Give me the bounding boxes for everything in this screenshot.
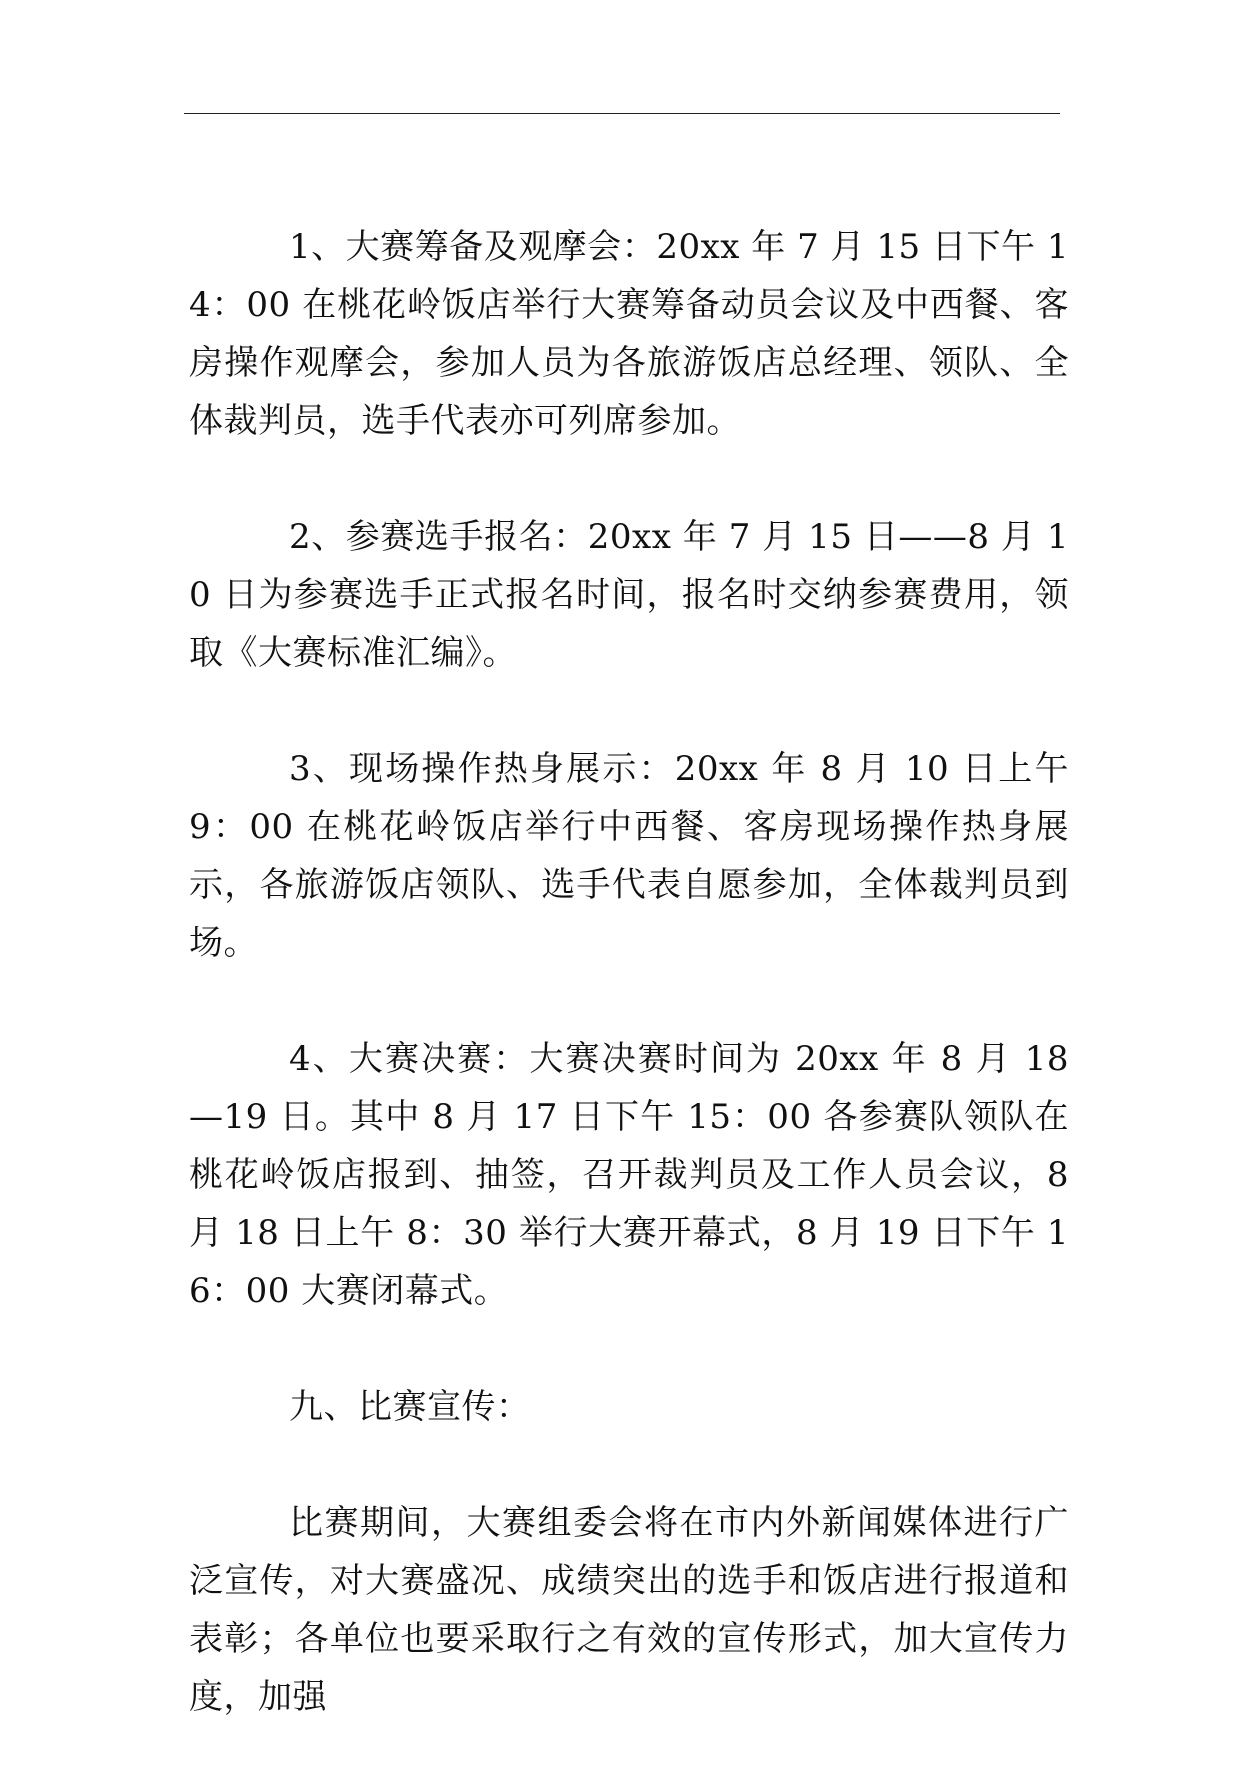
paragraph-item-2: 2、参赛选手报名：20xx 年 7 月 15 日——8 月 10 日为参赛选手正式报名时间，报名时交纳参赛费用，领取《大赛标准汇编》。	[189, 517, 1069, 673]
paragraph-item-4: 4、大赛决赛：大赛决赛时间为 20xx 年 8 月 18—19 日。其中 8 月 17 日下午 15：00 各参赛队领队在桃花岭饭店报到、抽签，召开裁判员及工作人员会议，8 月 18 日上午 8：30 举行大赛开幕式，8 月 19 日下午 16：00 大赛闭幕式。	[189, 1039, 1069, 1311]
paragraph-item-1: 1、大赛筹备及观摩会：20xx 年 7 月 15 日下午 14：00 在桃花岭饭店举行大赛筹备动员会议及中西餐、客房操作观摩会，参加人员为各旅游饭店总经理、领队、全体裁判员，选手代表亦可列席参加。	[189, 227, 1069, 441]
section-heading: 九、比赛宣传：	[289, 1387, 531, 1427]
paragraph-item-3: 3、现场操作热身展示：20xx 年 8 月 10 日上午 9：00 在桃花岭饭店举行中西餐、客房现场操作热身展示，各旅游饭店领队、选手代表自愿参加，全体裁判员到场。	[189, 749, 1069, 963]
header-rule	[184, 113, 1060, 114]
document-body	[189, 218, 1069, 1784]
paragraph-section-body: 比赛期间，大赛组委会将在市内外新闻媒体进行广泛宣传，对大赛盛况、成绩突出的选手和饭店进行报道和表彰；各单位也要采取行之有效的宣传形式，加大宣传力度，加强	[189, 1503, 1069, 1717]
